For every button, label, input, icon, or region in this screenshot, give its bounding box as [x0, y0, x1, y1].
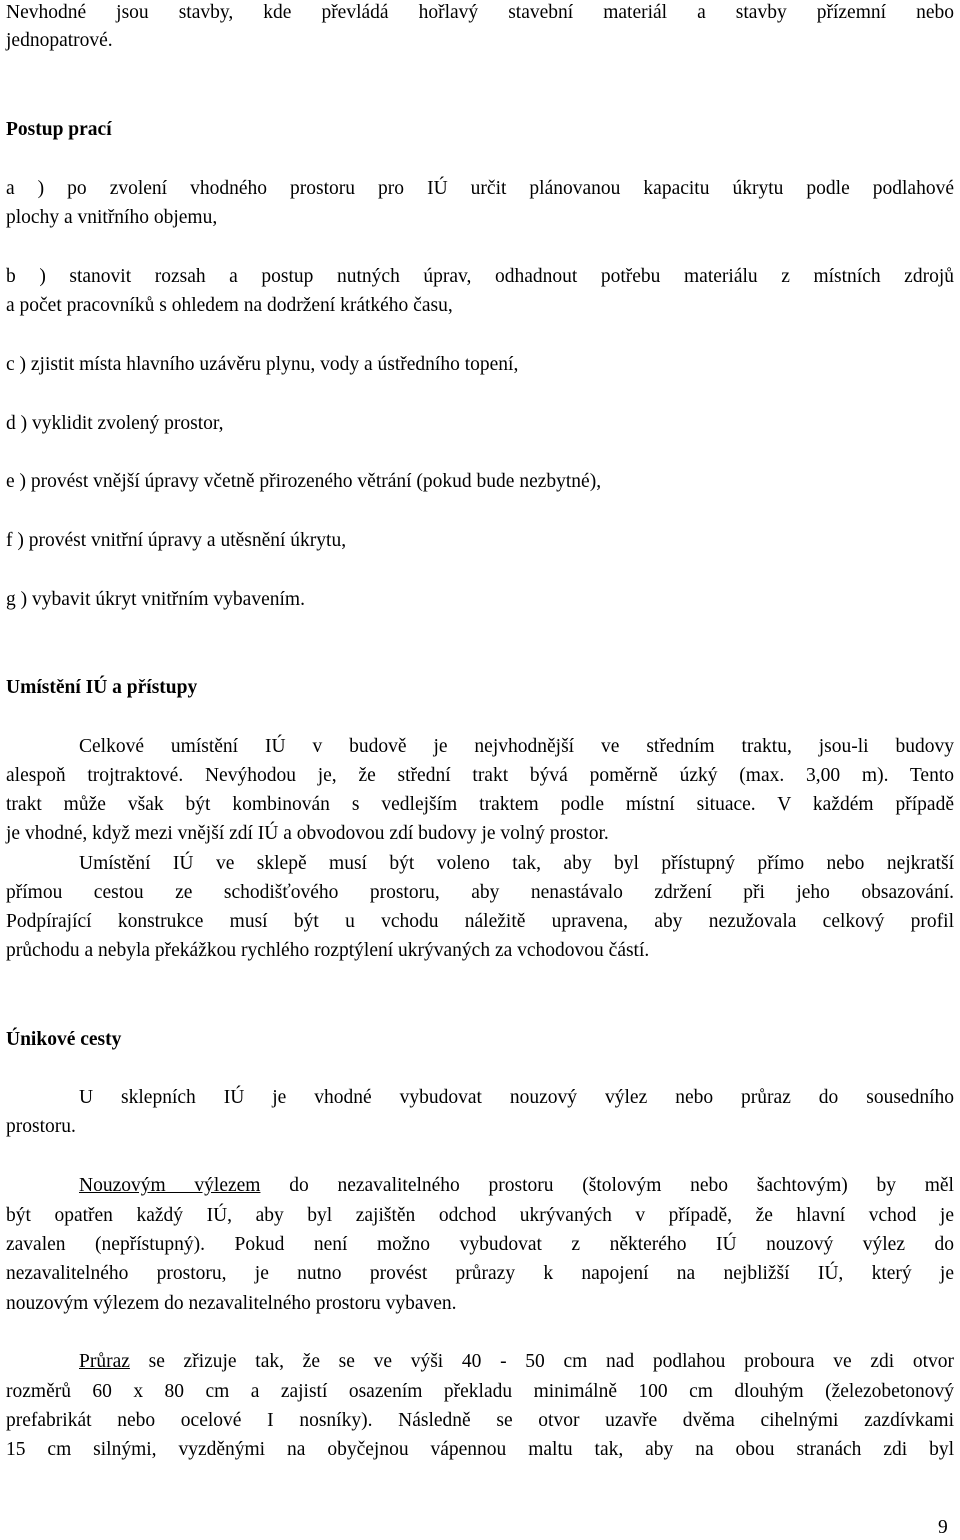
paragraph-line: Umístění IÚ ve sklepě musí být voleno tak, aby byl přístupný přímo nebo nejkratší [79, 853, 954, 874]
list-item-e: e ) provést vnější úpravy včetně přirozeného větrání (pokud bude nezbytné), [6, 471, 602, 492]
list-item-f: f ) provést vnitřní úpravy a utěsnění úkrytu, [6, 530, 347, 551]
list-item-a-cont: plochy a vnitřního objemu, [6, 207, 218, 228]
paragraph-line: nouzovým výlezem do nezavalitelného prostoru vybaven. [6, 1293, 457, 1314]
section-heading-postup: Postup prací [6, 119, 112, 140]
list-item-d: d ) vyklidit zvolený prostor, [6, 413, 224, 434]
list-item-a: a ) po zvolení vhodného prostoru pro IÚ určit plánovanou kapacitu úkrytu podle podlahové [6, 178, 954, 199]
paragraph-line: průchodu a nebyla překážkou rychlého rozptýlení ukrývaných za vchodovou částí. [6, 940, 650, 961]
paragraph-line: zavalen (nepřístupný). Pokud není možno vybudovat z některého IÚ nouzový výlez do [6, 1234, 954, 1255]
term-pruraz: Průraz [79, 1351, 130, 1372]
page-number: 9 [938, 1517, 948, 1538]
term-nouzovy-vylez: Nouzovým výlezem [79, 1175, 261, 1196]
section-heading-unikove: Únikové cesty [6, 1029, 122, 1050]
paragraph-line: rozměrů 60 x 80 cm a zajistí osazením překladu minimálně 100 cm dlouhým (železobetonový [6, 1381, 954, 1402]
paragraph-line: prefabrikát nebo ocelové I nosníky). Následně se otvor uzavře dvěma cihelnými zazdívkami [6, 1410, 954, 1431]
paragraph-line: být opatřen každý IÚ, aby byl zajištěn odchod ukrývaných v případě, že hlavní vchod je [6, 1205, 954, 1226]
paragraph-text: se zřizuje tak, že se ve výši 40 - 50 cm nad podlahou proboura ve zdi otvor [129, 1351, 954, 1372]
list-item-c: c ) zjistit místa hlavního uzávěru plynu, vody a ústředního topení, [6, 354, 519, 375]
paragraph-line: nezavalitelného prostoru, je nutno provést průrazy k napojení na nejbližší IÚ, který je [6, 1263, 954, 1284]
paragraph-line: je vhodné, když mezi vnější zdí IÚ a obvodovou zdí budovy je volný prostor. [6, 823, 609, 844]
list-item-b-cont: a počet pracovníků s ohledem na dodržení krátkého času, [6, 295, 453, 316]
paragraph-line [79, 1174, 954, 1198]
paragraph-line: přímou cestou ze schodišťového prostoru, aby nenastávalo zdržení při jeho obsazování. [6, 882, 954, 903]
section-heading-umisteni: Umístění IÚ a přístupy [6, 677, 198, 698]
paragraph-line: trakt může však být kombinován s vedlejším traktem podle místní situace. V každém případě [6, 794, 954, 815]
intro-line: jednopatrové. [6, 30, 113, 51]
paragraph-line: 15 cm silnými, vyzděnými na obyčejnou vápennou maltu tak, aby na obou stranách zdi byl [6, 1439, 954, 1460]
paragraph-line: Celkové umístění IÚ v budově je nejvhodnější ve středním traktu, jsou-li budovy [79, 736, 954, 757]
paragraph-text: do nezavalitelného prostoru (štolovým nebo šachtovým) by měl [260, 1175, 954, 1196]
paragraph-line: alespoň trojtraktové. Nevýhodou je, že střední trakt bývá poměrně úzký (max. 3,00 m). Tento [6, 765, 954, 786]
list-item-b: b ) stanovit rozsah a postup nutných úprav, odhadnout potřebu materiálu z místních zdrojů [6, 266, 954, 287]
intro-line: Nevhodné jsou stavby, kde převládá hořlavý stavební materiál a stavby přízemní nebo [6, 2, 954, 23]
list-item-g: g ) vybavit úkryt vnitřním vybavením. [6, 589, 305, 610]
paragraph-line [79, 1350, 954, 1374]
paragraph-line: Podpírající konstrukce musí být u vchodu náležitě upravena, aby nezužovala celkový profil [6, 911, 954, 932]
paragraph-line: prostoru. [6, 1116, 76, 1137]
paragraph-line: U sklepních IÚ je vhodné vybudovat nouzový výlez nebo průraz do sousedního [79, 1087, 954, 1108]
